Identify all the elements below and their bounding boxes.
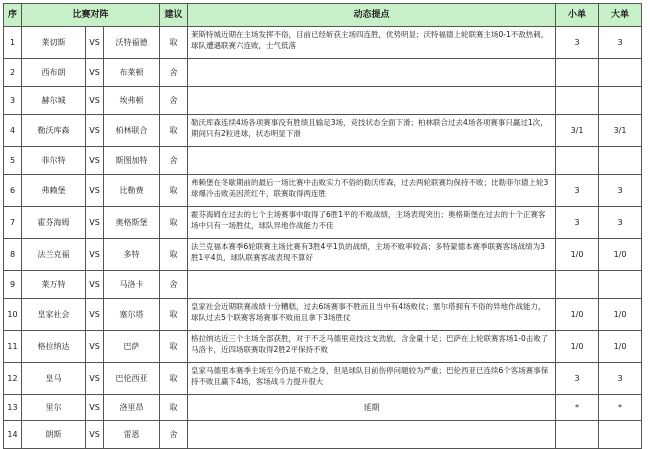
away-team: 沃特福德 xyxy=(104,27,160,59)
home-team: 莱万特 xyxy=(22,271,86,299)
home-team: 莱切斯 xyxy=(22,27,86,59)
over-value xyxy=(599,59,642,87)
match-note: 霍芬海姆在过去的七个主场赛事中取得了6胜1平的不败战绩，主场表现突出；奥格斯堡在过去的十个正赛客场中只有一场胜仗，球队异地作战能力不佳 xyxy=(188,207,556,239)
under-value xyxy=(556,421,599,449)
match-note xyxy=(188,421,556,449)
header-notes: 动态提点 xyxy=(188,4,556,27)
match-note xyxy=(188,59,556,87)
row-index: 7 xyxy=(4,207,22,239)
under-value: 3 xyxy=(556,363,599,395)
under-value xyxy=(556,271,599,299)
table-row xyxy=(4,59,642,87)
vs-label: VS xyxy=(86,395,104,421)
home-team: 皇家社会 xyxy=(22,299,86,331)
vs-label: VS xyxy=(86,271,104,299)
table-row xyxy=(4,27,642,59)
row-index: 2 xyxy=(4,59,22,87)
away-team: 马洛卡 xyxy=(104,271,160,299)
row-index: 5 xyxy=(4,147,22,175)
match-note xyxy=(188,271,556,299)
pick-value: 舍 xyxy=(160,147,188,175)
match-table xyxy=(3,3,642,449)
header-index: 序 xyxy=(4,4,22,27)
over-value: 3/1 xyxy=(599,115,642,147)
row-index: 8 xyxy=(4,239,22,271)
home-team: 霍芬海姆 xyxy=(22,207,86,239)
row-index: 11 xyxy=(4,331,22,363)
away-team: 柏林联合 xyxy=(104,115,160,147)
away-team: 多特 xyxy=(104,239,160,271)
vs-label: VS xyxy=(86,175,104,207)
table-row xyxy=(4,363,642,395)
under-value: 1/0 xyxy=(556,239,599,271)
pick-value: 取 xyxy=(160,27,188,59)
under-value xyxy=(556,87,599,115)
home-team: 格拉纳达 xyxy=(22,331,86,363)
row-index: 3 xyxy=(4,87,22,115)
pick-value: 舍 xyxy=(160,87,188,115)
home-team: 里尔 xyxy=(22,395,86,421)
vs-label: VS xyxy=(86,421,104,449)
away-team: 塞尔塔 xyxy=(104,299,160,331)
under-value: 3/1 xyxy=(556,115,599,147)
away-team: 洛里昂 xyxy=(104,395,160,421)
table-row xyxy=(4,331,642,363)
match-note: 延期 xyxy=(188,395,556,421)
over-value: 1/0 xyxy=(599,239,642,271)
over-value xyxy=(599,87,642,115)
row-index: 4 xyxy=(4,115,22,147)
table-row xyxy=(4,87,642,115)
pick-value: 取 xyxy=(160,331,188,363)
home-team: 弗赖堡 xyxy=(22,175,86,207)
vs-label: VS xyxy=(86,27,104,59)
table-row xyxy=(4,175,642,207)
over-value: 1/0 xyxy=(599,331,642,363)
over-value: 3 xyxy=(599,175,642,207)
table-row xyxy=(4,421,642,449)
home-team: 法兰克福 xyxy=(22,239,86,271)
over-value: 3 xyxy=(599,363,642,395)
over-value: 3 xyxy=(599,27,642,59)
table-row xyxy=(4,115,642,147)
table-row xyxy=(4,271,642,299)
match-note: 勒沃库森连续4场各项赛事没有胜绩且输足3场，竞技状态全面下滑；柏林联合过去4场各项赛事只赢过1次，期间只有2粒进球，状态明显下滑 xyxy=(188,115,556,147)
under-value: 1/0 xyxy=(556,299,599,331)
away-team: 奥格斯堡 xyxy=(104,207,160,239)
row-index: 12 xyxy=(4,363,22,395)
under-value: 3 xyxy=(556,27,599,59)
row-index: 14 xyxy=(4,421,22,449)
pick-value: 取 xyxy=(160,363,188,395)
table-row xyxy=(4,239,642,271)
vs-label: VS xyxy=(86,363,104,395)
away-team: 雷恩 xyxy=(104,421,160,449)
away-team: 埃弗顿 xyxy=(104,87,160,115)
under-value: * xyxy=(556,395,599,421)
table-header xyxy=(4,4,642,27)
over-value xyxy=(599,147,642,175)
home-team: 勒沃库森 xyxy=(22,115,86,147)
table-row xyxy=(4,147,642,175)
header-under: 小单 xyxy=(556,4,599,27)
pick-value: 取 xyxy=(160,395,188,421)
home-team: 菲尔特 xyxy=(22,147,86,175)
header-over: 大单 xyxy=(599,4,642,27)
pick-value: 取 xyxy=(160,299,188,331)
pick-value: 取 xyxy=(160,239,188,271)
pick-value: 舍 xyxy=(160,421,188,449)
away-team: 斯图加特 xyxy=(104,147,160,175)
away-team: 巴伦西亚 xyxy=(104,363,160,395)
match-note xyxy=(188,147,556,175)
match-note: 皇家社会近期联赛战绩十分糟糕，过去6场赛事不胜而且当中有4场败仗；塞尔塔拥有不俗的异地作战能力，球队过去5个联赛客场赛事不败而且拿下3场胜仗 xyxy=(188,299,556,331)
vs-label: VS xyxy=(86,115,104,147)
header-match: 比赛对阵 xyxy=(22,4,160,27)
under-value: 1/0 xyxy=(556,331,599,363)
table-row xyxy=(4,395,642,421)
table-row xyxy=(4,299,642,331)
vs-label: VS xyxy=(86,331,104,363)
match-note: 法兰克福本赛季6轮联赛主场比赛有3胜4平1负的战绩，主场不败率较高；多特蒙德本赛季联赛客场战绩为3胜1平4负，球队联赛客战表现不算好 xyxy=(188,239,556,271)
vs-label: VS xyxy=(86,147,104,175)
vs-label: VS xyxy=(86,299,104,331)
over-value xyxy=(599,421,642,449)
pick-value: 舍 xyxy=(160,271,188,299)
match-note xyxy=(188,87,556,115)
home-team: 赫尔城 xyxy=(22,87,86,115)
under-value xyxy=(556,59,599,87)
match-note: 皇家马德里本赛季主场至今仍是不败之身，但是球队目前伤停问题较为严重；巴伦西亚已连续6个客场赛事保持不败且赢下4场，客场战斗力提升很大 xyxy=(188,363,556,395)
match-note: 格拉纳达近三个主场全部获胜，对于不乏马德里竞技这支劲旅，含金量十足；巴萨在上轮联赛客场1-0击败了马洛卡，近四场联赛取得2胜2平保持不败 xyxy=(188,331,556,363)
under-value xyxy=(556,147,599,175)
pick-value: 舍 xyxy=(160,59,188,87)
pick-value: 取 xyxy=(160,207,188,239)
under-value: 3 xyxy=(556,175,599,207)
over-value: 1/0 xyxy=(599,299,642,331)
row-index: 13 xyxy=(4,395,22,421)
over-value: * xyxy=(599,395,642,421)
away-team: 巴萨 xyxy=(104,331,160,363)
table-row xyxy=(4,207,642,239)
row-index: 6 xyxy=(4,175,22,207)
over-value xyxy=(599,271,642,299)
under-value: 3 xyxy=(556,207,599,239)
match-note: 莱斯特城近期在主场发挥不俗，目前已经斩获主场四连胜，优势明显；沃特福德上轮联赛主场0-1不敌热刺，球队遭遇联赛六连败，士气低落 xyxy=(188,27,556,59)
vs-label: VS xyxy=(86,239,104,271)
row-index: 9 xyxy=(4,271,22,299)
match-note: 弗赖堡在冬歇期前的最后一场比赛中击败实力不俗的勒沃库森，过去两轮联赛均保持不败；比勒菲尔德上轮3球爆冷击败美因茨红牛，联赛取得两连胜 xyxy=(188,175,556,207)
vs-label: VS xyxy=(86,207,104,239)
pick-value: 取 xyxy=(160,175,188,207)
row-index: 10 xyxy=(4,299,22,331)
over-value: 3 xyxy=(599,207,642,239)
home-team: 皇马 xyxy=(22,363,86,395)
away-team: 布莱顿 xyxy=(104,59,160,87)
away-team: 比勒费 xyxy=(104,175,160,207)
home-team: 朗斯 xyxy=(22,421,86,449)
row-index: 1 xyxy=(4,27,22,59)
home-team: 西布朗 xyxy=(22,59,86,87)
header-pick: 建议 xyxy=(160,4,188,27)
pick-value: 取 xyxy=(160,115,188,147)
vs-label: VS xyxy=(86,87,104,115)
vs-label: VS xyxy=(86,59,104,87)
